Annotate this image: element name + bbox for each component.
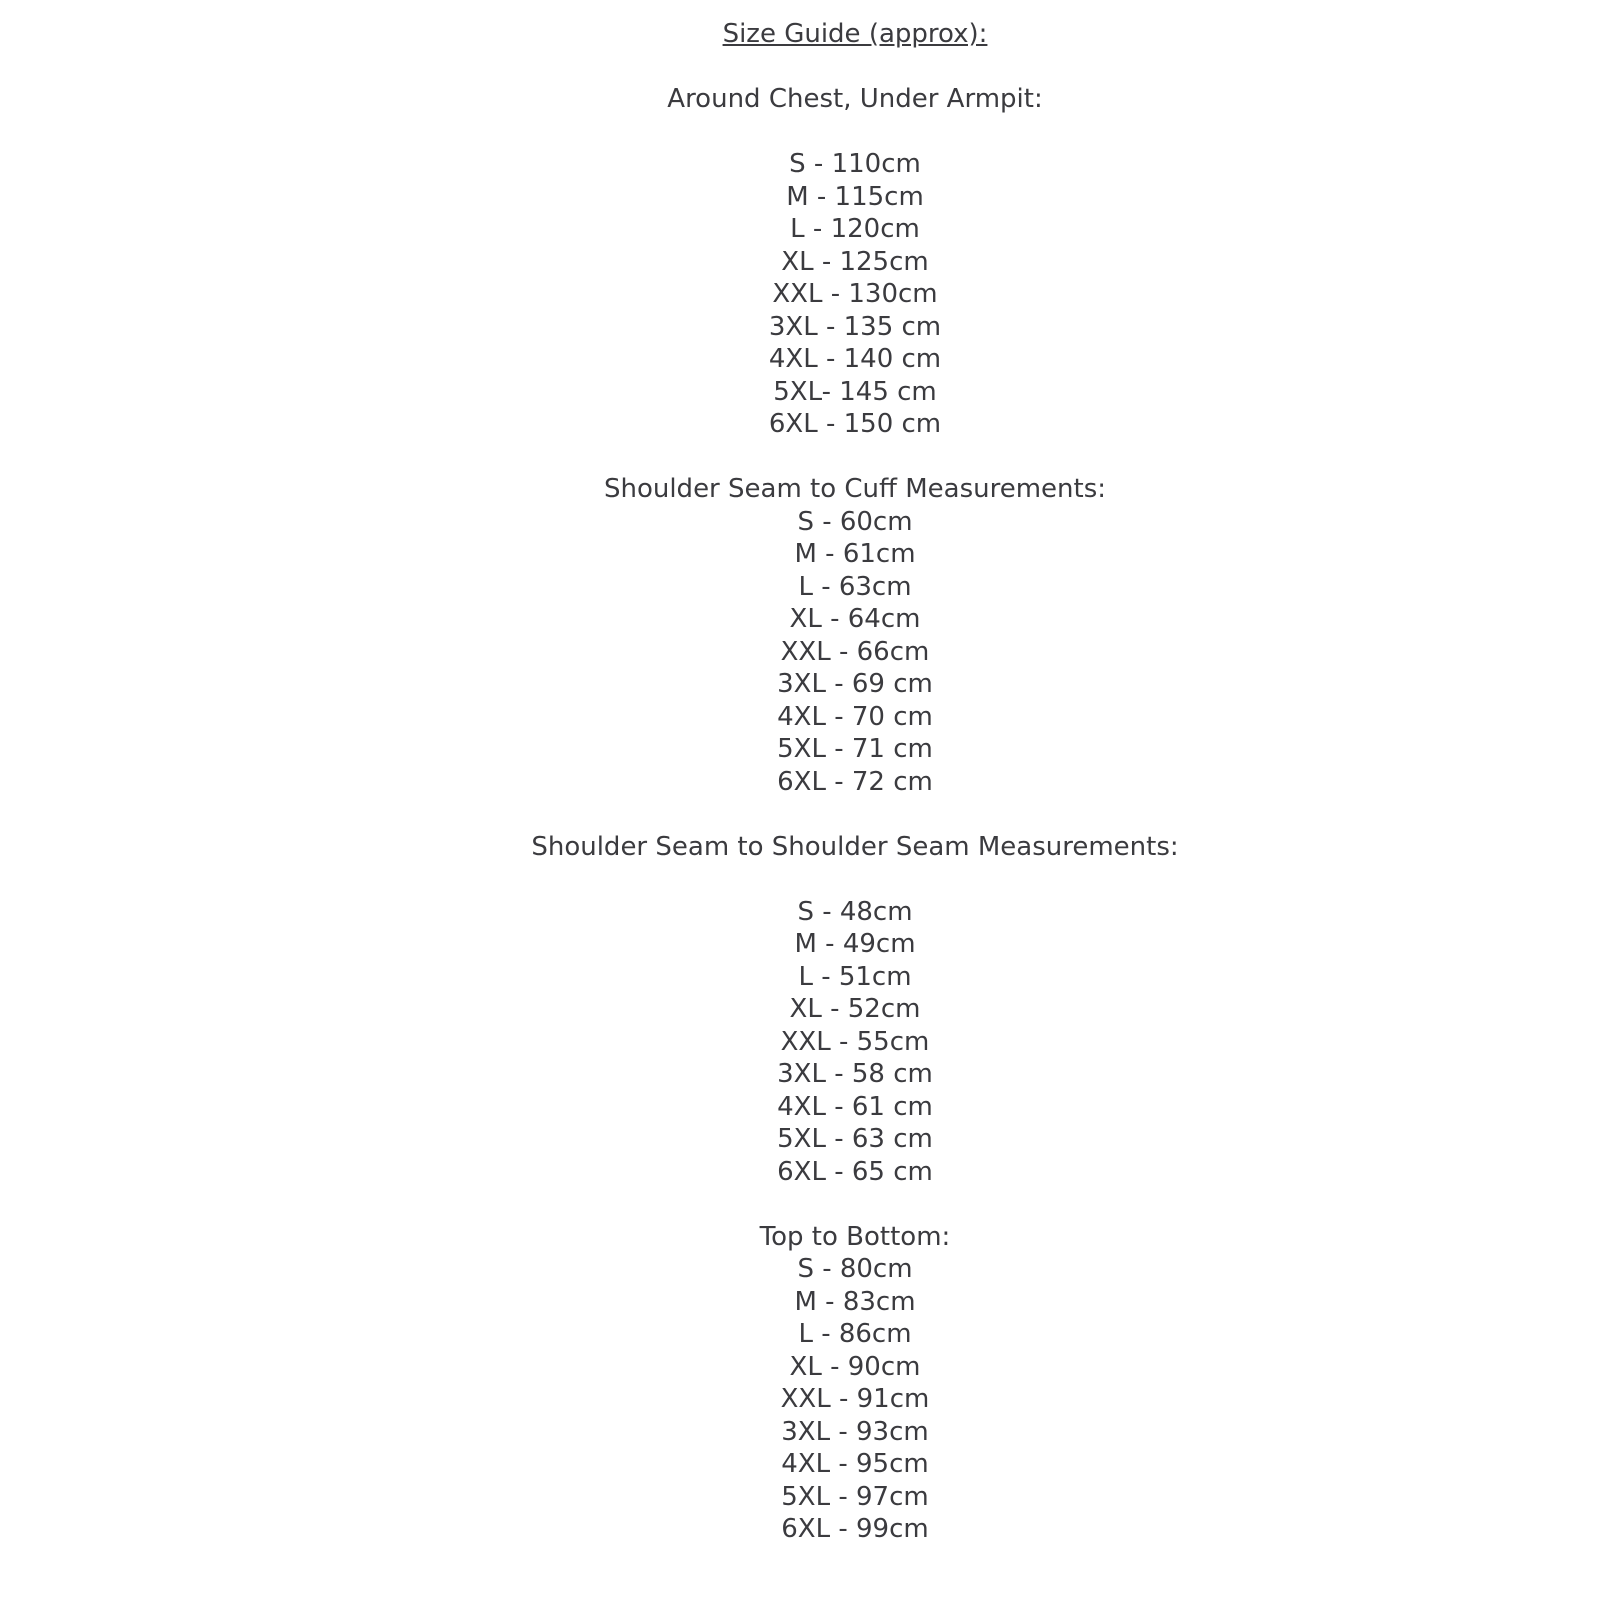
- size-item: XL - 90cm: [789, 1351, 921, 1382]
- size-list-seam-to-cuff: [110, 506, 1600, 799]
- size-item: 6XL - 99cm: [781, 1514, 929, 1544]
- size-item: L - 51cm: [798, 961, 912, 992]
- size-item: L - 63cm: [798, 571, 912, 602]
- size-item: 6XL - 72 cm: [777, 766, 933, 797]
- size-list-seam-to-seam: [110, 896, 1600, 1189]
- size-item: XL - 64cm: [789, 604, 921, 634]
- blank-line: [110, 51, 1600, 84]
- blank-line: [110, 863, 1600, 896]
- blank-line: [110, 116, 1600, 149]
- size-item: L - 86cm: [798, 1319, 912, 1349]
- size-item: 4XL - 140 cm: [768, 344, 942, 374]
- size-item: XL - 125cm: [781, 246, 929, 277]
- size-item: 4XL - 95cm: [781, 1449, 929, 1479]
- size-item: 3XL - 135 cm: [768, 311, 942, 342]
- size-item: M - 83cm: [794, 1286, 916, 1317]
- size-item: 5XL- 145 cm: [773, 376, 937, 407]
- page-title: Size Guide (approx):: [722, 19, 988, 49]
- section-heading-top-to-bottom: Top to Bottom:: [759, 1221, 951, 1252]
- size-item: S - 80cm: [797, 1254, 913, 1284]
- size-item: 6XL - 150 cm: [768, 409, 942, 439]
- size-item: XXL - 55cm: [780, 1026, 930, 1057]
- size-item: XXL - 130cm: [772, 279, 938, 309]
- blank-line: [110, 798, 1600, 831]
- size-item: M - 49cm: [794, 929, 916, 959]
- size-item: 6XL - 65 cm: [777, 1156, 933, 1187]
- size-item: XL - 52cm: [789, 994, 921, 1024]
- size-guide-document: [110, 0, 1600, 1546]
- size-item: S - 48cm: [797, 896, 913, 927]
- size-item: 5XL - 97cm: [781, 1481, 929, 1512]
- size-item: 4XL - 61 cm: [777, 1091, 933, 1122]
- size-item: M - 115cm: [786, 181, 924, 212]
- blank-line: [110, 441, 1600, 474]
- size-item: S - 110cm: [789, 149, 921, 179]
- size-item: XXL - 66cm: [780, 636, 930, 667]
- size-item: 3XL - 69 cm: [777, 669, 933, 699]
- section-heading-seam-to-cuff: Shoulder Seam to Cuff Measurements:: [603, 474, 1107, 504]
- size-list-around-chest: [110, 148, 1600, 441]
- section-heading-seam-to-seam: Shoulder Seam to Shoulder Seam Measurements:: [531, 831, 1179, 862]
- size-item: 3XL - 58 cm: [777, 1059, 933, 1089]
- size-item: 3XL - 93cm: [781, 1416, 929, 1447]
- size-item: 5XL - 63 cm: [777, 1124, 933, 1154]
- size-item: M - 61cm: [794, 539, 916, 569]
- size-item: XXL - 91cm: [780, 1384, 930, 1414]
- blank-line: [110, 1188, 1600, 1221]
- size-item: S - 60cm: [797, 506, 913, 537]
- size-item: 5XL - 71 cm: [777, 734, 933, 764]
- size-list-top-to-bottom: [110, 1253, 1600, 1546]
- size-item: L - 120cm: [790, 214, 920, 244]
- section-heading-around-chest: Around Chest, Under Armpit:: [667, 84, 1043, 114]
- size-item: 4XL - 70 cm: [777, 701, 933, 732]
